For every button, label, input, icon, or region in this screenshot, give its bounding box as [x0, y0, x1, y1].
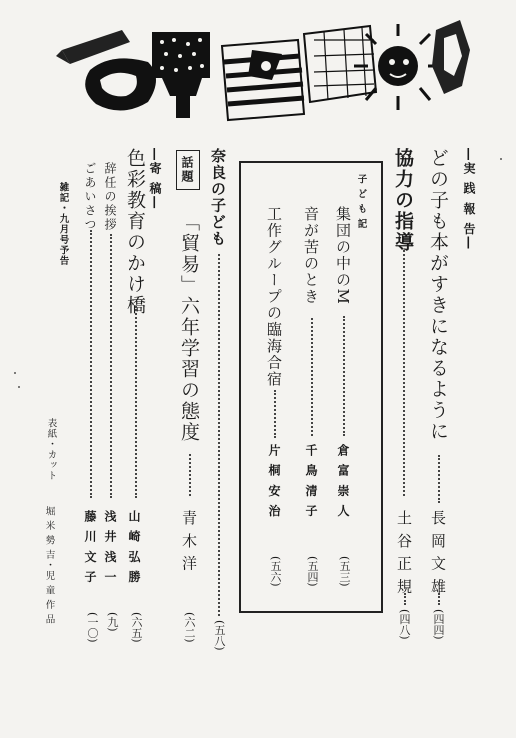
topic-title: 「貿易」六年学習の態度 [178, 212, 200, 443]
contrib-item-title: 辞任の挨拶 [103, 162, 117, 232]
memo-item-title: 集団の中のM [334, 206, 352, 306]
credit-name: 堀 米 勢 吉・児 童 作 品 [43, 506, 55, 625]
memo-item-page: (五四) [306, 556, 319, 587]
memo-item-title: 音が苦のとき [302, 206, 320, 305]
report1-page: (四四) [432, 609, 445, 640]
contrib-item-page: (六五) [130, 612, 143, 643]
leader-dots [311, 318, 313, 436]
contrib-heading: ―寄 稿― [148, 148, 162, 211]
report2-page: (四八) [398, 609, 411, 640]
grid-tile-art [304, 26, 376, 102]
contrib-item-title: ごあいさつ [83, 162, 97, 232]
memo-item-page: (五六) [269, 556, 282, 587]
leader-dots [110, 234, 112, 498]
contrib-item-page: (一〇) [86, 612, 99, 643]
memo-item-author: 千 鳥 清 子 [304, 444, 318, 519]
leader-dots [135, 306, 137, 498]
leader-dots [404, 593, 406, 605]
rock-art [432, 20, 470, 94]
misc-entry: 雑記・九月号予告 [57, 182, 69, 266]
striped-tile-art [222, 40, 304, 120]
nara-page: (五八) [213, 620, 226, 651]
leader-dots [343, 316, 345, 436]
nara-title: 奈良の子ども [209, 148, 227, 247]
leader-dots [403, 250, 405, 496]
speck [14, 372, 16, 374]
speck [18, 386, 20, 388]
report1-author: 長 岡 文 雄 [429, 510, 447, 595]
dotted-block-art [152, 32, 210, 118]
kodomo-ki-heading: 子 ど も 記 [355, 174, 367, 229]
contrib-item-title: 色彩教育のかけ橋 [124, 148, 146, 316]
report2-author: 土 谷 正 規 [395, 510, 413, 595]
leader-dots [274, 390, 276, 438]
leader-dots [90, 230, 92, 498]
topic-tag: 話題 [180, 156, 194, 184]
contrib-item-author: 山 崎 弘 勝 [127, 510, 141, 585]
leader-dots [438, 593, 440, 605]
memo-item-author: 片 桐 安 治 [267, 444, 281, 519]
speck [500, 158, 502, 160]
memo-item-author: 倉 富 崇 人 [336, 444, 350, 519]
topic-author: 青 木 洋 [180, 510, 198, 573]
contrib-item-author: 浅 井 浅 一 [103, 510, 117, 585]
cup-art [85, 58, 156, 110]
contrib-item-author: 藤 川 文 子 [83, 510, 97, 585]
credit-label: 表紙・カット [45, 418, 57, 481]
memo-item-title: 工作グループの臨海合宿 [265, 206, 283, 388]
sun-face-art [354, 24, 442, 110]
memo-item-page: (五三) [338, 556, 351, 587]
contrib-item-page: (九) [106, 612, 119, 632]
report2-title: 協力の指導 [392, 148, 414, 253]
leader-dots [189, 454, 191, 496]
report1-title: どの子も本がすきになるように [427, 148, 449, 442]
leader-dots [438, 455, 440, 503]
header-illustration [52, 10, 472, 122]
section-heading-jissen: ―実 践 報 告― [462, 148, 476, 251]
topic-page: (六二) [183, 612, 196, 643]
leader-dots [218, 254, 220, 616]
